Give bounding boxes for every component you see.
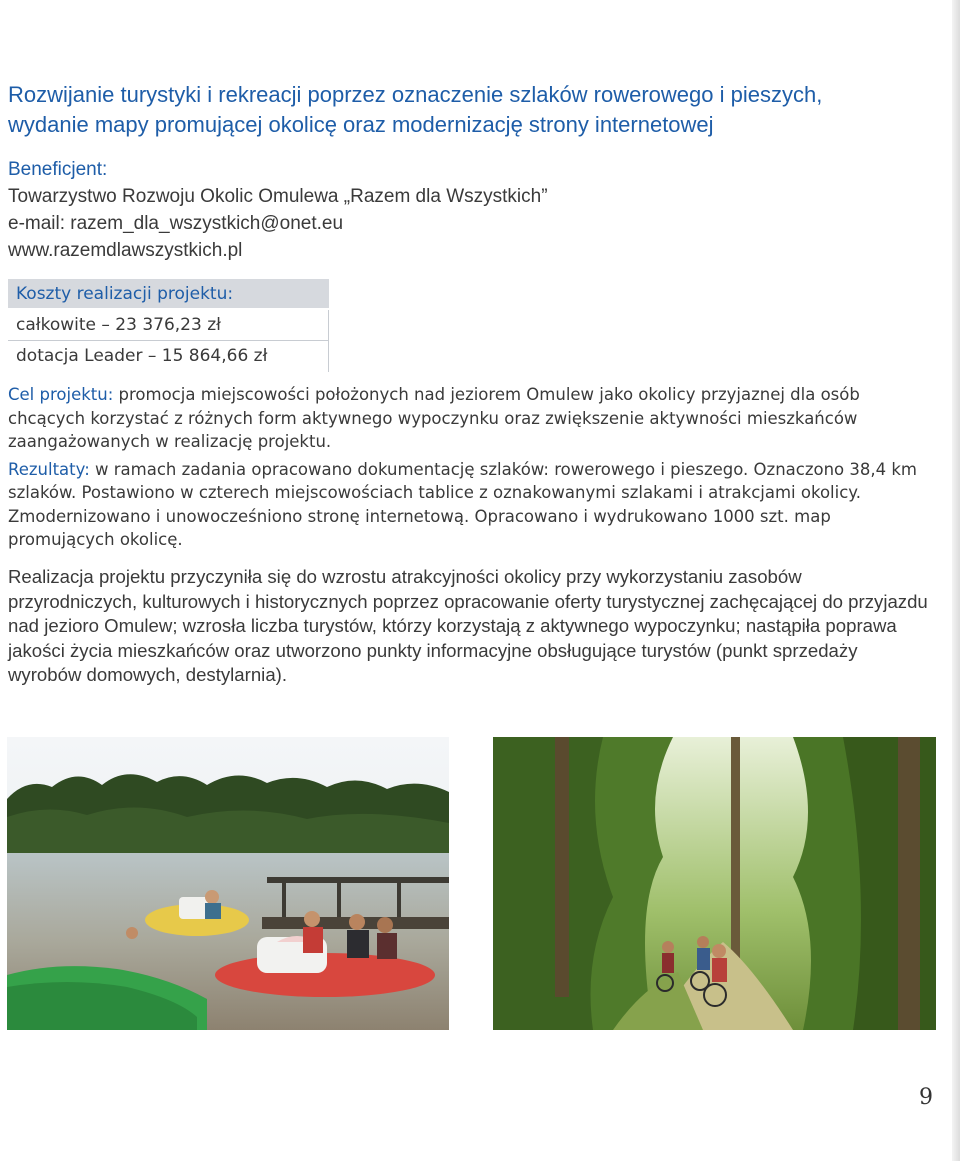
costs-body: [8, 310, 329, 372]
beneficiary-name: Towarzystwo Rozwoju Okolic Omulewa „Razem dla Wszystkich”: [8, 186, 548, 207]
beneficiary-block: [8, 156, 908, 264]
project-title: [8, 80, 948, 140]
lake-pedal-boats-photo: [7, 737, 449, 1030]
goal-text: promocja miejscowości położonych nad jeziorem Omulew jako okolicy przyjaznej dla osób chcących korzystać z różnych form aktywnego wypoczynku oraz zwiększenie aktywności mieszkańców zaangażowanych w realizację projektu.: [8, 385, 860, 451]
page-edge-shadow: [952, 0, 960, 1161]
title-line-2: wydanie mapy promującej okolicę oraz modernizację strony internetowej: [8, 112, 714, 137]
beneficiary-heading: Beneficjent:: [8, 159, 108, 180]
summary-paragraph: Realizacja projektu przyczyniła się do wzrostu atrakcyjności okolicy przy wykorzystaniu zasobów przyrodniczych, kulturowych i historycznych poprzez opracowanie oferty turystycznej zachęcającej do przyjazdu nad jezioro Omulew; wzrosła liczba turystów, którzy korzystają z aktywnego wypoczynku; nastąpiła poprawa jakości życia mieszkańców oraz utworzono punkty informacyjne obsługujące turystów (punkt sprzedaży wyrobów domowych, destylarnia).: [8, 566, 928, 685]
title-line-1: Rozwijanie turystyki i rekreacji poprzez oznaczenie szlaków rowerowego i pieszych,: [8, 82, 823, 107]
forest-cyclists-photo: [493, 737, 936, 1030]
beneficiary-website[interactable]: www.razemdlawszystkich.pl: [8, 240, 243, 261]
costs-table: [8, 279, 329, 372]
project-details: [8, 383, 928, 556]
results-text: w ramach zadania opracowano dokumentację szlaków: rowerowego i pieszego. Oznaczono 38,4 km szlaków. Postawiono w czterech miejscowościach tablice z oznakowanymi szlakami i atrakcjami okolicy. Zmodernizowano i unowocześniono stronę internetową. Opracowano i wydrukowano 1000 szt. map promujących okolicę.: [8, 459, 917, 549]
goal-paragraph: [8, 383, 928, 454]
costs-total: całkowite – 23 376,23 zł: [8, 310, 328, 341]
results-label: Rezultaty:: [8, 459, 90, 479]
page-number: 9: [919, 1085, 933, 1110]
costs-grant: dotacja Leader – 15 864,66 zł: [16, 346, 268, 366]
goal-label: Cel projektu:: [8, 385, 114, 404]
results-paragraph: [8, 458, 928, 552]
costs-header: Koszty realizacji projektu:: [8, 279, 329, 310]
beneficiary-email[interactable]: e-mail: razem_dla_wszystkich@onet.eu: [8, 213, 344, 234]
